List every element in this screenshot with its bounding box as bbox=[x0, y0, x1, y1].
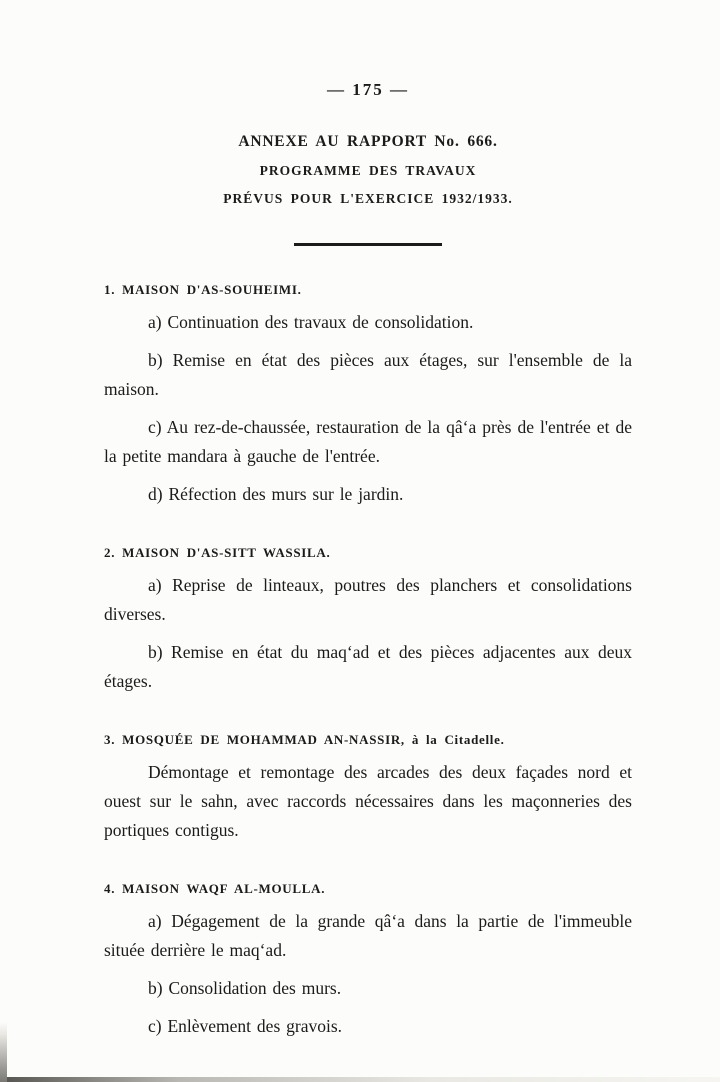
scan-shadow-corner bbox=[0, 1022, 7, 1082]
section-heading: 1. MAISON D'AS-SOUHEIMI. bbox=[104, 282, 302, 297]
section-heading: 2. MAISON D'AS-SITT WASSILA. bbox=[104, 545, 331, 560]
page-number: — 175 — bbox=[327, 80, 409, 99]
paragraph: d) Réfection des murs sur le jardin. bbox=[148, 484, 404, 504]
section-maison-as-sitt-wassila bbox=[104, 545, 632, 696]
paragraph: b) Remise en état du maq‘ad et des pièces adjacentes aux deux étages. bbox=[104, 642, 632, 691]
section-heading: 4. MAISON WAQF AL-MOULLA. bbox=[104, 881, 326, 896]
paragraph: b) Remise en état des pièces aux étages, sur l'ensemble de la maison. bbox=[104, 350, 632, 399]
paragraph: Démontage et remontage des arcades des deux façades nord et ouest sur le sahn, avec raccords nécessaires dans les maçonneries des portiques contigus. bbox=[104, 762, 632, 840]
paragraph: b) Consolidation des murs. bbox=[148, 978, 342, 998]
divider-rule bbox=[294, 243, 442, 246]
document-subtitle-line2: PRÉVUS POUR L'EXERCICE 1932/1933. bbox=[223, 191, 513, 206]
paragraph: c) Au rez-de-chaussée, restauration de la qâ‘a près de l'entrée et de la petite mandara à gauche de l'entrée. bbox=[104, 417, 632, 466]
section-maison-as-souheimi bbox=[104, 282, 632, 509]
section-maison-waqf-al-moulla bbox=[104, 881, 632, 1041]
scan-shadow-bottom-edge bbox=[0, 1077, 720, 1082]
paragraph: a) Reprise de linteaux, poutres des planchers et consolidations diverses. bbox=[104, 575, 632, 624]
paragraph: c) Enlèvement des gravois. bbox=[148, 1016, 343, 1036]
paragraph: a) Dégagement de la grande qâ‘a dans la partie de l'immeuble située derrière le maq‘ad. bbox=[104, 911, 632, 960]
document-title: ANNEXE AU RAPPORT No. 666. bbox=[238, 133, 498, 150]
paragraph: a) Continuation des travaux de consolidation. bbox=[148, 312, 474, 332]
document-subtitle-line1: PROGRAMME DES TRAVAUX bbox=[259, 163, 477, 178]
section-mosquee-mohammad-an-nassir bbox=[104, 732, 632, 845]
section-heading: 3. MOSQUÉE DE MOHAMMAD AN-NASSIR, à la Citadelle. bbox=[104, 732, 505, 747]
